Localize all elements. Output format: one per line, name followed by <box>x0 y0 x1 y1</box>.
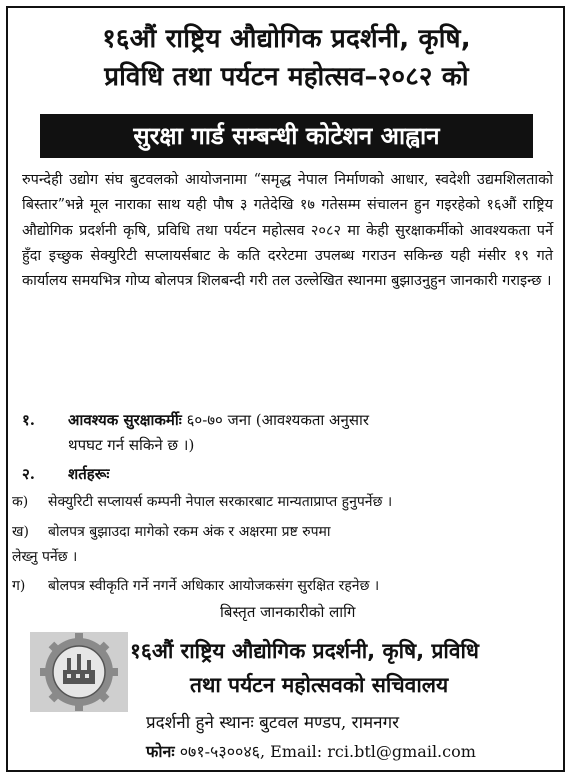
more-info-label: बिस्तृत जानकारीको लागि <box>220 603 356 621</box>
organizer-line-1: १६औं राष्ट्रिय औद्योगिक प्रदर्शनी, कृषि, प्रविधि <box>130 639 479 663</box>
industry-gear-emblem-icon <box>30 632 128 712</box>
section-2 <box>22 462 553 487</box>
condition-continuation: लेख्नु पर्नेछ । <box>12 549 78 565</box>
phone-number: ०७१-५३००४६, <box>179 742 266 761</box>
section-1-continuation: थपघट गर्न सकिने छ ।) <box>68 436 195 454</box>
email-label: Email: <box>270 742 323 761</box>
email-address: rci.btl@gmail.com <box>327 742 476 761</box>
section-1 <box>22 408 553 433</box>
notice-banner: सुरक्षा गार्ड सम्बन्धी कोटेशन आह्वान <box>40 114 533 158</box>
condition-label: ग) <box>12 578 26 594</box>
section-1-number: १. <box>22 411 36 429</box>
section-1-value: ६०-७० जना (आवश्यकता अनुसार <box>186 411 370 429</box>
section-2-label: शर्तहरूः <box>68 465 110 483</box>
condition-text: बोलपत्र स्वीकृति गर्ने नगर्ने अधिकार आयोजकसंग सुरक्षित रहनेछ । <box>48 578 380 594</box>
condition-item <box>12 520 557 545</box>
condition-label: ख) <box>12 524 29 540</box>
notice-body: रुपन्देही उद्योग संघ बुटवलको आयोजनामा “समृद्ध नेपाल निर्माणको आधार, स्वदेशी उद्यमशिलताको बिस्तार”भन्ने मूल नाराका साथ यही पौष ३ गतेदेखि १७ गतेसम्म संचालन हुन गइरहेको १६औं राष्ट्रिय औद्योगिक प्रदर्शनी कृषि, प्रविधि तथा पर्यटन महोत्सव २०८२ मा केही सुरक्षाकर्मीको आवश्यकता पर्ने हुँदा इच्छुक सेक्युरिटी सप्लायर्सबाट के कति दररेटमा उपलब्ध गराउन सकिन्छ यही मंसीर १९ गते कार्यालय समयभित्र गोप्य बोलपत्र शिलबन्दी गरी तल उल्लेखित स्थानमा बुझाउनुहुन जानकारी गराइन्छ । <box>22 172 553 290</box>
condition-text: बोलपत्र बुझाउदा मागेको रकम अंक र अक्षरमा प्रष्ट रुपमा <box>48 524 331 540</box>
section-2-number: २. <box>22 465 36 483</box>
phone-label: फोनः <box>146 742 175 761</box>
section-1-label: आवश्यक सुरक्षाकर्मीः <box>68 411 182 429</box>
contact-line <box>146 740 476 762</box>
organizer-line-2: तथा पर्यटन महोत्सवको सचिवालय <box>190 673 449 697</box>
condition-item <box>12 490 557 515</box>
header-line-2: प्रविधि तथा पर्यटन महोत्सव–२०८२ को <box>104 62 469 92</box>
condition-text: सेक्युरिटी सप्लायर्स कम्पनी नेपाल सरकारबाट मान्यताप्राप्त हुनुपर्नेछ । <box>48 494 393 510</box>
condition-label: क) <box>12 494 29 510</box>
venue-text: प्रदर्शनी हुने स्थानः बुटवल मण्डप, रामनगर <box>146 713 400 733</box>
condition-item <box>12 574 557 599</box>
header-line-1: १६औं राष्ट्रिय औद्योगिक प्रदर्शनी, कृषि, <box>102 24 471 54</box>
